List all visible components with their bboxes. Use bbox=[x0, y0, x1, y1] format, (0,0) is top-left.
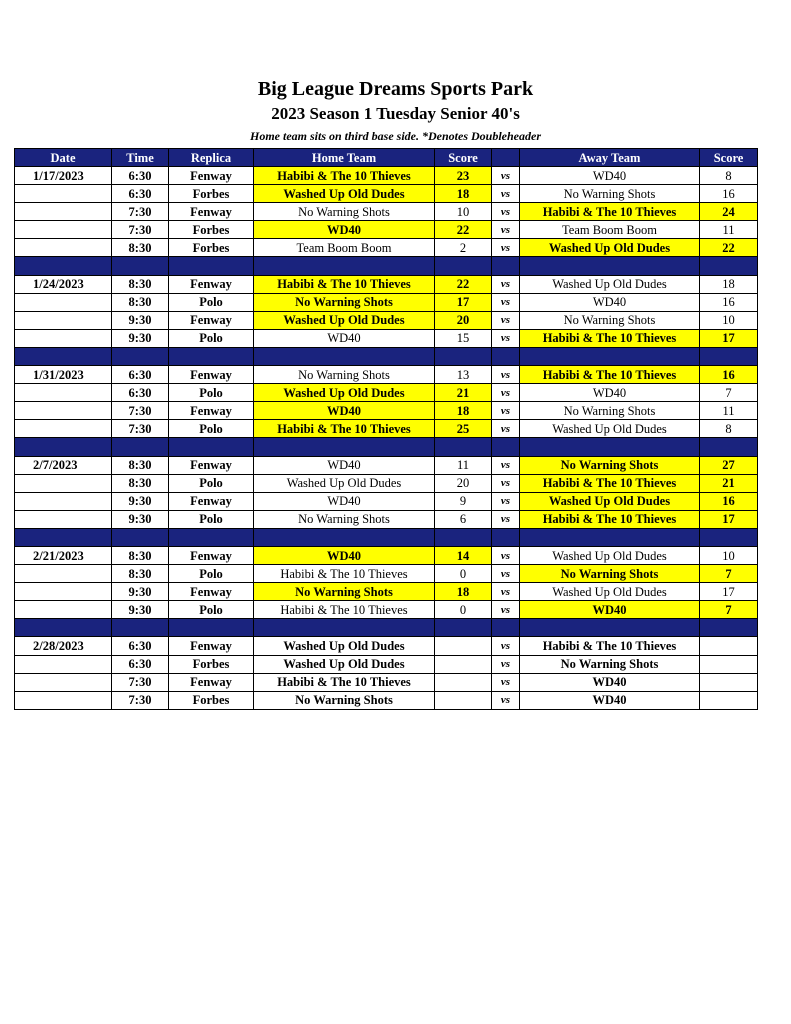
game-time: 8:30 bbox=[112, 456, 169, 474]
game-date bbox=[15, 691, 112, 709]
vs-label: vs bbox=[492, 366, 520, 384]
game-row bbox=[15, 583, 758, 601]
game-date bbox=[15, 655, 112, 673]
game-row bbox=[15, 655, 758, 673]
game-row bbox=[15, 293, 758, 311]
game-row bbox=[15, 474, 758, 492]
home-score: 18 bbox=[435, 583, 492, 601]
away-score: 24 bbox=[700, 203, 758, 221]
away-score: 7 bbox=[700, 601, 758, 619]
vs-label: vs bbox=[492, 384, 520, 402]
game-field: Polo bbox=[169, 329, 254, 347]
away-team: Team Boom Boom bbox=[520, 221, 700, 239]
game-time: 9:30 bbox=[112, 510, 169, 528]
home-team: Washed Up Old Dudes bbox=[254, 384, 435, 402]
game-row bbox=[15, 185, 758, 203]
game-time: 7:30 bbox=[112, 691, 169, 709]
game-row bbox=[15, 402, 758, 420]
game-time: 6:30 bbox=[112, 655, 169, 673]
home-score bbox=[435, 673, 492, 691]
away-team: WD40 bbox=[520, 673, 700, 691]
game-row bbox=[15, 275, 758, 293]
game-row bbox=[15, 492, 758, 510]
vs-label: vs bbox=[492, 456, 520, 474]
away-score: 21 bbox=[700, 474, 758, 492]
game-time: 8:30 bbox=[112, 474, 169, 492]
home-team: No Warning Shots bbox=[254, 691, 435, 709]
away-team: Washed Up Old Dudes bbox=[520, 239, 700, 257]
game-field: Fenway bbox=[169, 366, 254, 384]
away-score: 10 bbox=[700, 546, 758, 564]
home-score: 0 bbox=[435, 601, 492, 619]
game-date bbox=[15, 203, 112, 221]
separator-cell bbox=[700, 347, 758, 365]
away-score: 22 bbox=[700, 239, 758, 257]
game-time: 8:30 bbox=[112, 565, 169, 583]
game-date bbox=[15, 402, 112, 420]
vs-label: vs bbox=[492, 203, 520, 221]
home-score: 15 bbox=[435, 329, 492, 347]
home-team: WD40 bbox=[254, 456, 435, 474]
game-time: 8:30 bbox=[112, 293, 169, 311]
game-time: 6:30 bbox=[112, 185, 169, 203]
game-field: Forbes bbox=[169, 221, 254, 239]
separator-cell bbox=[435, 438, 492, 456]
game-time: 7:30 bbox=[112, 221, 169, 239]
game-date: 1/24/2023 bbox=[15, 275, 112, 293]
home-team: WD40 bbox=[254, 546, 435, 564]
home-score: 21 bbox=[435, 384, 492, 402]
game-field: Polo bbox=[169, 384, 254, 402]
game-date bbox=[15, 384, 112, 402]
game-time: 7:30 bbox=[112, 673, 169, 691]
away-team: Habibi & The 10 Thieves bbox=[520, 510, 700, 528]
separator-cell bbox=[169, 619, 254, 637]
home-team: Team Boom Boom bbox=[254, 239, 435, 257]
home-score: 23 bbox=[435, 167, 492, 185]
home-team: No Warning Shots bbox=[254, 583, 435, 601]
away-team: Washed Up Old Dudes bbox=[520, 275, 700, 293]
away-team: Habibi & The 10 Thieves bbox=[520, 637, 700, 655]
away-team: WD40 bbox=[520, 293, 700, 311]
game-row bbox=[15, 311, 758, 329]
home-score: 17 bbox=[435, 293, 492, 311]
game-date: 2/21/2023 bbox=[15, 546, 112, 564]
header-note: Home team sits on third base side. *Denotes Doubleheader bbox=[250, 129, 541, 143]
away-score: 8 bbox=[700, 167, 758, 185]
game-date: 2/7/2023 bbox=[15, 456, 112, 474]
vs-label: vs bbox=[492, 275, 520, 293]
game-field: Polo bbox=[169, 510, 254, 528]
home-score bbox=[435, 655, 492, 673]
home-score: 20 bbox=[435, 474, 492, 492]
home-team: Washed Up Old Dudes bbox=[254, 185, 435, 203]
separator-cell bbox=[169, 438, 254, 456]
game-time: 7:30 bbox=[112, 402, 169, 420]
home-team: Habibi & The 10 Thieves bbox=[254, 420, 435, 438]
separator-cell bbox=[520, 438, 700, 456]
home-team: WD40 bbox=[254, 402, 435, 420]
vs-label: vs bbox=[492, 311, 520, 329]
home-team: Washed Up Old Dudes bbox=[254, 311, 435, 329]
game-row bbox=[15, 691, 758, 709]
week-separator bbox=[15, 528, 758, 546]
game-field: Fenway bbox=[169, 637, 254, 655]
home-team: Habibi & The 10 Thieves bbox=[254, 565, 435, 583]
away-score bbox=[700, 691, 758, 709]
home-team: No Warning Shots bbox=[254, 510, 435, 528]
separator-cell bbox=[435, 347, 492, 365]
game-field: Forbes bbox=[169, 185, 254, 203]
home-team: WD40 bbox=[254, 329, 435, 347]
vs-label: vs bbox=[492, 637, 520, 655]
game-row bbox=[15, 456, 758, 474]
home-team: Habibi & The 10 Thieves bbox=[254, 673, 435, 691]
vs-label: vs bbox=[492, 402, 520, 420]
away-team: No Warning Shots bbox=[520, 565, 700, 583]
game-field: Polo bbox=[169, 565, 254, 583]
game-time: 9:30 bbox=[112, 492, 169, 510]
separator-cell bbox=[169, 347, 254, 365]
game-date bbox=[15, 185, 112, 203]
game-field: Fenway bbox=[169, 583, 254, 601]
home-score: 14 bbox=[435, 546, 492, 564]
game-row bbox=[15, 673, 758, 691]
game-row bbox=[15, 565, 758, 583]
game-date bbox=[15, 583, 112, 601]
game-date bbox=[15, 474, 112, 492]
game-date bbox=[15, 239, 112, 257]
vs-label: vs bbox=[492, 167, 520, 185]
game-time: 9:30 bbox=[112, 311, 169, 329]
separator-cell bbox=[112, 528, 169, 546]
vs-label: vs bbox=[492, 239, 520, 257]
vs-label: vs bbox=[492, 474, 520, 492]
separator-cell bbox=[492, 347, 520, 365]
away-team: No Warning Shots bbox=[520, 456, 700, 474]
game-field: Fenway bbox=[169, 492, 254, 510]
separator-cell bbox=[254, 438, 435, 456]
away-team: WD40 bbox=[520, 601, 700, 619]
away-team: No Warning Shots bbox=[520, 311, 700, 329]
separator-cell bbox=[254, 528, 435, 546]
col-header-time: Time bbox=[112, 149, 169, 167]
home-score: 11 bbox=[435, 456, 492, 474]
separator-cell bbox=[492, 528, 520, 546]
away-score: 16 bbox=[700, 185, 758, 203]
home-score: 9 bbox=[435, 492, 492, 510]
schedule-body bbox=[15, 167, 758, 710]
separator-cell bbox=[15, 347, 112, 365]
game-time: 7:30 bbox=[112, 203, 169, 221]
game-field: Fenway bbox=[169, 203, 254, 221]
home-team: WD40 bbox=[254, 492, 435, 510]
game-date: 2/28/2023 bbox=[15, 637, 112, 655]
game-row bbox=[15, 239, 758, 257]
game-date bbox=[15, 673, 112, 691]
away-team: Habibi & The 10 Thieves bbox=[520, 203, 700, 221]
separator-cell bbox=[169, 257, 254, 275]
game-time: 9:30 bbox=[112, 601, 169, 619]
separator-cell bbox=[520, 528, 700, 546]
game-date bbox=[15, 420, 112, 438]
game-time: 8:30 bbox=[112, 239, 169, 257]
col-header-away-team: Away Team bbox=[520, 149, 700, 167]
col-header-vs bbox=[492, 149, 520, 167]
schedule-table bbox=[14, 148, 758, 710]
separator-cell bbox=[112, 347, 169, 365]
game-row bbox=[15, 366, 758, 384]
vs-label: vs bbox=[492, 510, 520, 528]
home-score: 20 bbox=[435, 311, 492, 329]
away-score: 10 bbox=[700, 311, 758, 329]
home-team: No Warning Shots bbox=[254, 203, 435, 221]
home-team: Habibi & The 10 Thieves bbox=[254, 275, 435, 293]
separator-cell bbox=[492, 438, 520, 456]
home-score: 6 bbox=[435, 510, 492, 528]
game-field: Fenway bbox=[169, 673, 254, 691]
separator-cell bbox=[520, 257, 700, 275]
home-score: 18 bbox=[435, 402, 492, 420]
vs-label: vs bbox=[492, 221, 520, 239]
away-team: Washed Up Old Dudes bbox=[520, 420, 700, 438]
vs-label: vs bbox=[492, 492, 520, 510]
vs-label: vs bbox=[492, 420, 520, 438]
col-header-replica: Replica bbox=[169, 149, 254, 167]
col-header-home-score: Score bbox=[435, 149, 492, 167]
game-field: Polo bbox=[169, 293, 254, 311]
game-date bbox=[15, 492, 112, 510]
game-field: Fenway bbox=[169, 456, 254, 474]
home-team: No Warning Shots bbox=[254, 293, 435, 311]
separator-cell bbox=[700, 528, 758, 546]
away-score: 16 bbox=[700, 293, 758, 311]
home-team: Washed Up Old Dudes bbox=[254, 474, 435, 492]
game-field: Forbes bbox=[169, 691, 254, 709]
game-date: 1/17/2023 bbox=[15, 167, 112, 185]
game-date bbox=[15, 601, 112, 619]
vs-label: vs bbox=[492, 691, 520, 709]
away-team: WD40 bbox=[520, 691, 700, 709]
home-team: Washed Up Old Dudes bbox=[254, 655, 435, 673]
home-team: Habibi & The 10 Thieves bbox=[254, 601, 435, 619]
week-separator bbox=[15, 619, 758, 637]
separator-cell bbox=[700, 438, 758, 456]
away-score: 11 bbox=[700, 402, 758, 420]
away-score: 7 bbox=[700, 384, 758, 402]
game-field: Polo bbox=[169, 601, 254, 619]
away-team: No Warning Shots bbox=[520, 185, 700, 203]
game-row bbox=[15, 420, 758, 438]
game-time: 6:30 bbox=[112, 366, 169, 384]
away-score bbox=[700, 655, 758, 673]
game-time: 8:30 bbox=[112, 275, 169, 293]
home-team: WD40 bbox=[254, 221, 435, 239]
separator-cell bbox=[254, 619, 435, 637]
away-score: 11 bbox=[700, 221, 758, 239]
col-header-away-score: Score bbox=[700, 149, 758, 167]
away-score: 16 bbox=[700, 366, 758, 384]
away-team: Habibi & The 10 Thieves bbox=[520, 474, 700, 492]
away-score: 17 bbox=[700, 510, 758, 528]
separator-cell bbox=[492, 619, 520, 637]
vs-label: vs bbox=[492, 329, 520, 347]
game-time: 6:30 bbox=[112, 167, 169, 185]
away-score: 18 bbox=[700, 275, 758, 293]
away-score: 16 bbox=[700, 492, 758, 510]
separator-cell bbox=[435, 619, 492, 637]
col-header-home-team: Home Team bbox=[254, 149, 435, 167]
home-score: 13 bbox=[435, 366, 492, 384]
separator-cell bbox=[15, 619, 112, 637]
home-score: 22 bbox=[435, 221, 492, 239]
game-date bbox=[15, 221, 112, 239]
game-time: 6:30 bbox=[112, 384, 169, 402]
away-score: 8 bbox=[700, 420, 758, 438]
vs-label: vs bbox=[492, 601, 520, 619]
game-field: Polo bbox=[169, 420, 254, 438]
separator-cell bbox=[254, 347, 435, 365]
game-row bbox=[15, 384, 758, 402]
game-date: 1/31/2023 bbox=[15, 366, 112, 384]
game-row bbox=[15, 637, 758, 655]
separator-cell bbox=[15, 438, 112, 456]
vs-label: vs bbox=[492, 565, 520, 583]
away-team: Washed Up Old Dudes bbox=[520, 492, 700, 510]
page-title: Big League Dreams Sports Park bbox=[257, 78, 534, 100]
separator-cell bbox=[700, 257, 758, 275]
home-score bbox=[435, 637, 492, 655]
game-field: Forbes bbox=[169, 239, 254, 257]
separator-cell bbox=[520, 347, 700, 365]
game-date bbox=[15, 293, 112, 311]
away-team: Washed Up Old Dudes bbox=[520, 583, 700, 601]
separator-cell bbox=[700, 619, 758, 637]
home-score: 25 bbox=[435, 420, 492, 438]
separator-cell bbox=[15, 528, 112, 546]
vs-label: vs bbox=[492, 546, 520, 564]
home-team: No Warning Shots bbox=[254, 366, 435, 384]
away-team: WD40 bbox=[520, 167, 700, 185]
separator-cell bbox=[112, 619, 169, 637]
game-row bbox=[15, 203, 758, 221]
vs-label: vs bbox=[492, 583, 520, 601]
game-row bbox=[15, 601, 758, 619]
game-row bbox=[15, 510, 758, 528]
separator-cell bbox=[169, 528, 254, 546]
away-score: 17 bbox=[700, 583, 758, 601]
week-separator bbox=[15, 347, 758, 365]
vs-label: vs bbox=[492, 655, 520, 673]
away-team: Habibi & The 10 Thieves bbox=[520, 329, 700, 347]
separator-cell bbox=[492, 257, 520, 275]
game-row bbox=[15, 221, 758, 239]
game-field: Polo bbox=[169, 474, 254, 492]
home-score: 18 bbox=[435, 185, 492, 203]
game-time: 9:30 bbox=[112, 583, 169, 601]
game-field: Fenway bbox=[169, 311, 254, 329]
away-score: 7 bbox=[700, 565, 758, 583]
week-separator bbox=[15, 257, 758, 275]
home-score: 0 bbox=[435, 565, 492, 583]
away-team: Habibi & The 10 Thieves bbox=[520, 366, 700, 384]
away-score bbox=[700, 673, 758, 691]
away-score bbox=[700, 637, 758, 655]
home-score: 22 bbox=[435, 275, 492, 293]
away-team: No Warning Shots bbox=[520, 655, 700, 673]
table-header-row bbox=[15, 149, 758, 167]
vs-label: vs bbox=[492, 673, 520, 691]
vs-label: vs bbox=[492, 293, 520, 311]
game-row bbox=[15, 329, 758, 347]
separator-cell bbox=[112, 438, 169, 456]
separator-cell bbox=[520, 619, 700, 637]
separator-cell bbox=[435, 257, 492, 275]
home-score: 2 bbox=[435, 239, 492, 257]
col-header-date: Date bbox=[15, 149, 112, 167]
game-date bbox=[15, 510, 112, 528]
away-score: 27 bbox=[700, 456, 758, 474]
game-row bbox=[15, 167, 758, 185]
game-date bbox=[15, 329, 112, 347]
away-team: Washed Up Old Dudes bbox=[520, 546, 700, 564]
home-score bbox=[435, 691, 492, 709]
game-field: Fenway bbox=[169, 167, 254, 185]
home-team: Habibi & The 10 Thieves bbox=[254, 167, 435, 185]
separator-cell bbox=[254, 257, 435, 275]
game-field: Fenway bbox=[169, 275, 254, 293]
away-team: WD40 bbox=[520, 384, 700, 402]
home-team: Washed Up Old Dudes bbox=[254, 637, 435, 655]
home-score: 10 bbox=[435, 203, 492, 221]
game-date bbox=[15, 311, 112, 329]
away-team: No Warning Shots bbox=[520, 402, 700, 420]
game-row bbox=[15, 546, 758, 564]
game-field: Fenway bbox=[169, 546, 254, 564]
separator-cell bbox=[15, 257, 112, 275]
game-field: Forbes bbox=[169, 655, 254, 673]
game-time: 6:30 bbox=[112, 637, 169, 655]
separator-cell bbox=[435, 528, 492, 546]
away-score: 17 bbox=[700, 329, 758, 347]
game-time: 8:30 bbox=[112, 546, 169, 564]
game-time: 7:30 bbox=[112, 420, 169, 438]
separator-cell bbox=[112, 257, 169, 275]
vs-label: vs bbox=[492, 185, 520, 203]
game-field: Fenway bbox=[169, 402, 254, 420]
page-subtitle: 2023 Season 1 Tuesday Senior 40's bbox=[271, 104, 520, 123]
week-separator bbox=[15, 438, 758, 456]
game-date bbox=[15, 565, 112, 583]
game-time: 9:30 bbox=[112, 329, 169, 347]
